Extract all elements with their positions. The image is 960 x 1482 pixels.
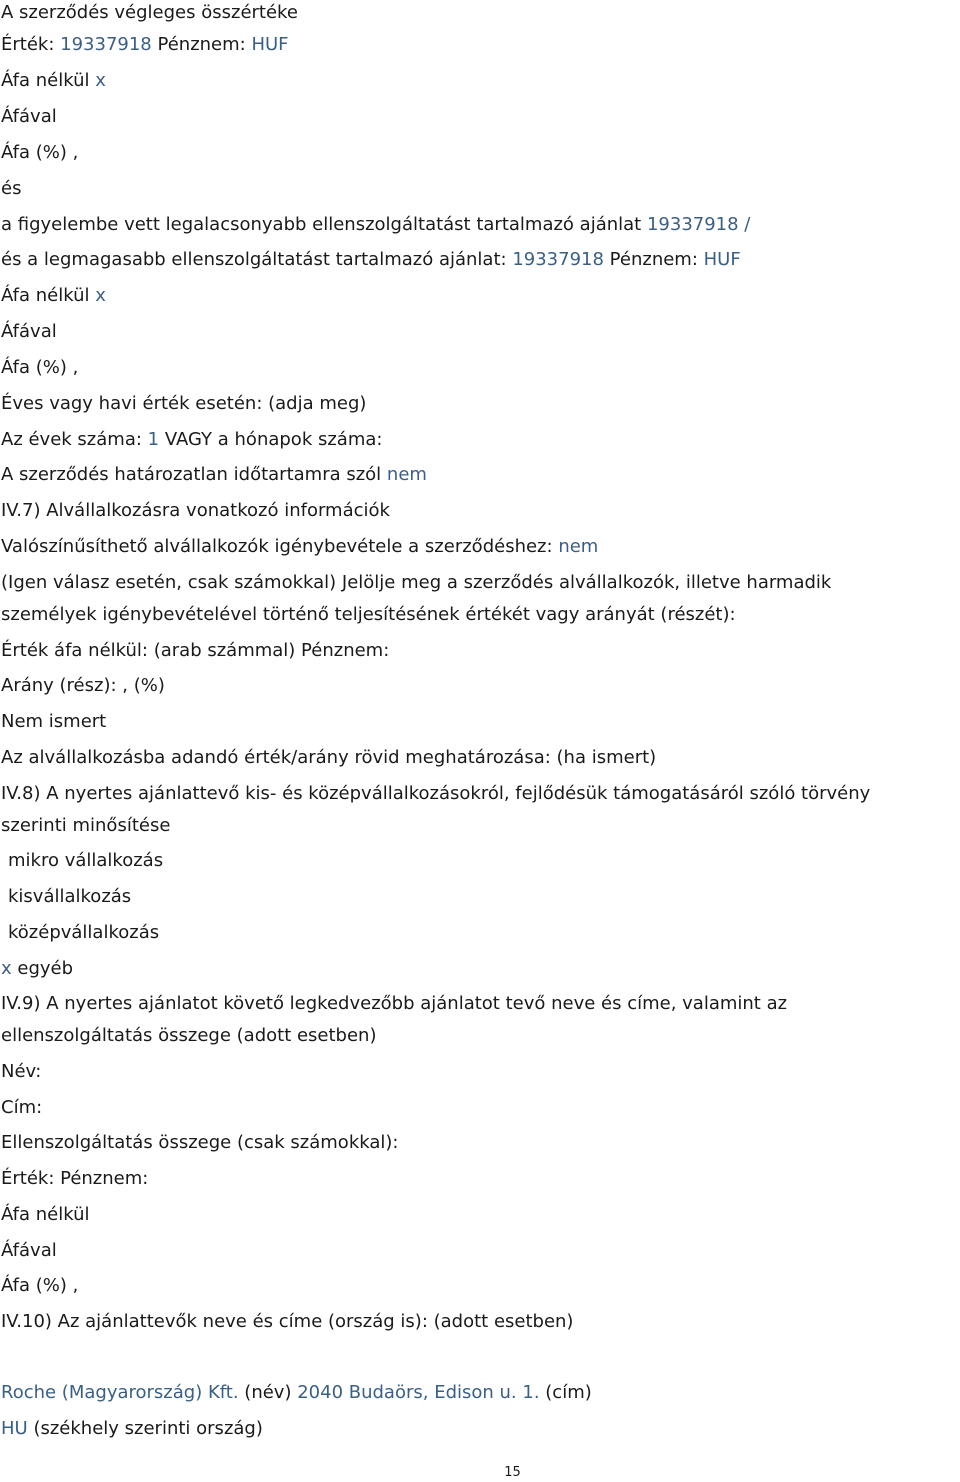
option-mark: x [1,958,12,979]
lowest-offer-line [1,212,750,238]
ratio-line-text: Arány (rész): , (%) [1,675,165,696]
range-vat-pct-line [1,355,78,381]
instruction-text: (Igen válasz esetén, csak számokkal) Jelölje meg a szerződés alvállalkozók, illetve harmadik [1,572,832,593]
next-best-vat-pct-line [1,1273,78,1299]
next-best-heading-text: ellenszolgáltatás összege (adott esetben) [1,1025,377,1046]
without-vat-label: Áfa nélkül [1,285,90,306]
next-best-with-vat-line [1,1238,57,1264]
value-line-text: Érték: Pénznem: [1,1168,149,1189]
instruction-text: személyek igénybevételével történő teljesítésének értékét vagy arányát (részét): [1,604,736,625]
next-best-heading-text: IV.9) A nyertes ajánlatot követő legkedvezőbb ajánlatot tevő neve és címe, valamint az [1,993,788,1014]
sme-option-micro [8,848,163,874]
bidder-address-suffix: (cím) [545,1382,592,1403]
sme-heading-2 [1,813,170,839]
option-label: mikro vállalkozás [8,850,164,871]
subcontracting-heading [1,498,390,524]
subcontracting-instruction-1 [1,570,831,596]
currency-value: HUF [703,249,741,270]
subcontracting-ratio-line [1,673,165,699]
subcontracting-likely-line [1,534,598,560]
bidder-name: Roche (Magyarország) Kft. [1,1382,239,1403]
subcontracting-unknown-line [1,709,106,735]
sme-option-other [1,956,73,982]
vat-pct-line [1,140,78,166]
vat-pct-label: Áfa (%) , [1,142,79,163]
range-without-vat-line [1,283,106,309]
sme-heading-text: szerinti minősítése [1,815,171,836]
next-best-value-line [1,1166,148,1192]
next-best-heading-2 [1,1023,377,1049]
lowest-offer-value: 19337918 / [646,214,751,235]
page-number: 15 [504,1465,521,1480]
bidder-address: 2040 Budaörs, Edison u. 1. [297,1382,540,1403]
lowest-offer-label: a figyelembe vett legalacsonyabb ellenszolgáltatást tartalmazó ajánlat [1,214,642,235]
bidders-heading [1,1309,573,1335]
period-years-line [1,427,382,453]
contract-total-heading [1,0,298,26]
indefinite-label: A szerződés határozatlan időtartamra szól [1,464,382,485]
bidder-country-suffix: (székhely szerinti ország) [33,1418,263,1439]
highest-offer-value: 19337918 [512,249,604,270]
bidder-name-address-line [1,1380,592,1406]
subcontracting-instruction-2 [1,602,736,628]
bidders-heading-text: IV.10) Az ajánlattevők neve és címe (ország is): (adott esetben) [1,1311,574,1332]
subcontracting-short-desc-line [1,745,656,771]
subcontracting-value-line [1,638,389,664]
likely-value: nem [558,536,599,557]
highest-offer-line [1,247,741,273]
next-best-amount-line [1,1130,398,1156]
with-vat-line [1,104,57,130]
unknown-text: Nem ismert [1,711,107,732]
period-heading [1,391,366,417]
currency-value: HUF [251,34,289,55]
next-best-name-line [1,1059,41,1085]
period-heading-text: Éves vagy havi érték esetén: (adja meg) [1,393,367,414]
option-label: kisvállalkozás [8,886,132,907]
range-with-vat-line [1,319,57,345]
next-best-without-vat-line [1,1202,90,1228]
with-vat-label: Áfával [1,106,57,127]
and-label: és [1,178,22,199]
name-label: Név: [1,1061,42,1082]
option-label: középvállalkozás [8,922,160,943]
indefinite-line [1,462,427,488]
address-label: Cím: [1,1097,43,1118]
bidder-country-line [1,1416,263,1442]
vat-pct-label: Áfa (%) , [1,357,79,378]
indefinite-value: nem [386,464,427,485]
option-label: egyéb [17,958,74,979]
sme-heading-text: IV.8) A nyertes ajánlattevő kis- és középvállalkozásokról, fejlődésük támogatásáról szóló törvény [1,783,871,804]
without-vat-label: Áfa nélkül [1,1204,90,1225]
without-vat-mark: x [95,70,106,91]
value-amount: 19337918 [60,34,152,55]
next-best-heading-1 [1,991,787,1017]
vat-pct-label: Áfa (%) , [1,1275,79,1296]
value-line-text: Érték áfa nélkül: (arab számmal) Pénznem: [1,640,390,661]
months-label: VAGY a hónapok száma: [164,429,383,450]
contract-total-value-line [1,32,289,58]
subcontracting-heading-text: IV.7) Alvállalkozásra vonatkozó információk [1,500,390,521]
sme-option-small [8,884,131,910]
highest-offer-label: és a legmagasabb ellenszolgáltatást tartalmazó ajánlat: [1,249,507,270]
without-vat-label: Áfa nélkül [1,70,90,91]
without-vat-mark: x [95,285,106,306]
bidder-country: HU [1,1418,28,1439]
with-vat-label: Áfával [1,1240,57,1261]
bidder-name-suffix: (név) [244,1382,292,1403]
sme-option-medium [8,920,159,946]
short-desc-text: Az alvállalkozásba adandó érték/arány rövid meghatározása: (ha ismert) [1,747,657,768]
years-value: 1 [147,429,160,450]
sme-heading-1 [1,781,870,807]
amount-label: Ellenszolgáltatás összege (csak számokkal): [1,1132,399,1153]
without-vat-line [1,68,106,94]
contract-total-heading-text: A szerződés végleges összértéke [1,2,298,23]
value-label: Érték: [1,34,55,55]
with-vat-label: Áfával [1,321,57,342]
and-line [1,176,21,202]
likely-label: Valószínűsíthető alvállalkozók igénybevétele a szerződéshez: [1,536,553,557]
next-best-address-line [1,1095,42,1121]
currency-label: Pénznem: [609,249,698,270]
years-label: Az évek száma: [1,429,142,450]
currency-label: Pénznem: [157,34,246,55]
